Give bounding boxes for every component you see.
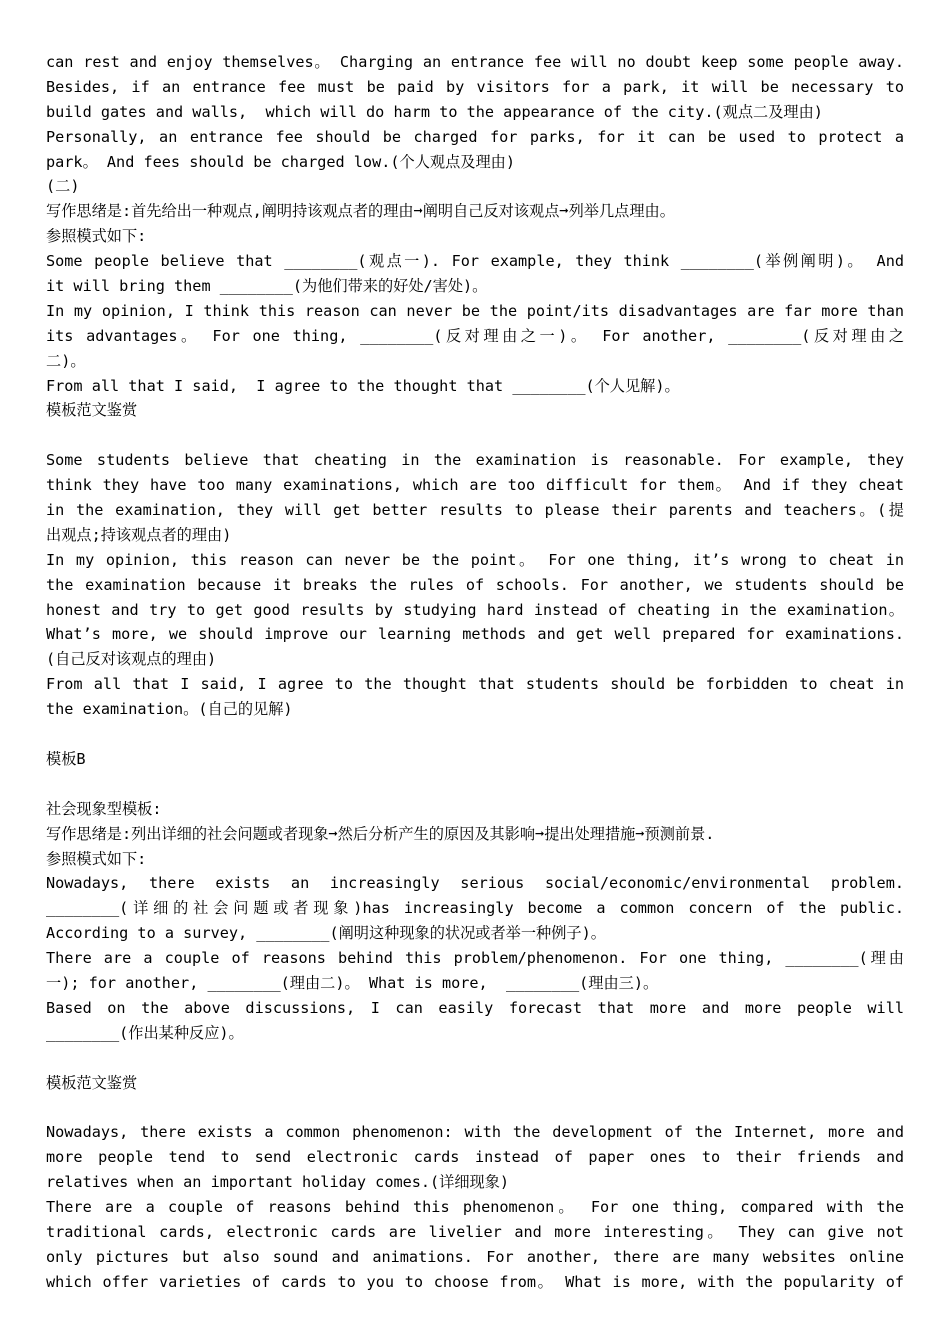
text-line: 二)。: [46, 351, 86, 370]
text-line: traditional cards, electronic cards are livelier and more interesting。 They can give not: [46, 1222, 904, 1241]
text-line: build gates and walls, which will do harm to the appearance of the city.(观点二及理由): [46, 102, 823, 121]
text-line: Besides, if an entrance fee must be paid by visitors for a park, it will be necessary to: [46, 77, 904, 96]
text-line: relatives when an important holiday comes.(详细现象): [46, 1173, 510, 1192]
text-line: in the examination, they will get better results to please their parents and teachers。(提: [46, 501, 904, 520]
text-line: Based on the above discussions, I can easily forecast that more and more people will: [46, 998, 904, 1017]
text-line: From all that I said, I agree to the thought that ________(个人见解)。: [46, 376, 680, 395]
text-line: According to a survey, ________(阐明这种现象的状况或者举一种例子)。: [46, 924, 606, 943]
text-line: think they have too many examinations, which are too difficult for them。 And if they cheat: [46, 476, 904, 495]
text-line: Personally, an entrance fee should be charged for parks, for it can be used to protect a: [46, 127, 904, 146]
text-line: 社会现象型模板:: [46, 799, 162, 818]
text-line: In my opinion, this reason can never be the point。 For one thing, it’s wrong to cheat in: [46, 550, 904, 569]
text-line: There are a couple of reasons behind this problem/phenomenon. For one thing, ________(理由: [46, 949, 904, 968]
text-line: can rest and enjoy themselves。 Charging an entrance fee will no doubt keep some people away.: [46, 53, 904, 71]
text-line: honest and try to get good results by studying hard instead of cheating in the examination。: [46, 600, 904, 619]
document-page: [46, 50, 904, 1295]
text-line: Some people believe that ________(观点一). For example, they think ________(举例阐明)。 And: [46, 252, 904, 271]
blank-line: [46, 722, 904, 747]
text-line: 参照模式如下:: [46, 849, 147, 868]
blank-line: [46, 423, 904, 448]
text-line: Nowadays, there exists an increasingly serious social/economic/environmental problem.: [46, 874, 904, 893]
text-line: Some students believe that cheating in the examination is reasonable. For example, they: [46, 451, 904, 470]
text-line: 一); for another, ________(理由二)。 What is more, ________(理由三)。: [46, 973, 659, 992]
text-line: more people tend to send electronic cards instead of paper ones to their friends and: [46, 1148, 904, 1167]
text-line: 模板范文鉴赏: [46, 1073, 138, 1092]
text-line: park。 And fees should be charged low.(个人观点及理由): [46, 152, 515, 171]
text-line: it will bring them ________(为他们带来的好处/害处)。: [46, 277, 488, 296]
text-line: its advantages。 For one thing, ________(反对理由之一)。 For another, ________(反对理由之: [46, 326, 904, 345]
text-line: which offer varieties of cards to you to choose from。 What is more, with the popularity of: [46, 1272, 904, 1291]
blank-line: [46, 1095, 904, 1120]
text-line: Nowadays, there exists a common phenomenon: with the development of the Internet, more and: [46, 1123, 904, 1142]
text-line: ________(详细的社会问题或者现象)has increasingly become a common concern of the public.: [46, 899, 904, 918]
text-line: From all that I said, I agree to the thought that students should be forbidden to cheat in: [46, 675, 904, 694]
text-line: 模板B: [46, 749, 86, 768]
text-line: There are a couple of reasons behind this phenomenon。 For one thing, compared with the: [46, 1197, 904, 1216]
text-line: In my opinion, I think this reason can never be the point/its disadvantages are far more than: [46, 301, 904, 320]
text-line: ________(作出某种反应)。: [46, 1023, 244, 1042]
text-line: the examination because it breaks the rules of schools. For another, we students should be: [46, 575, 904, 594]
blank-line: [46, 772, 904, 797]
text-line: 参照模式如下:: [46, 227, 147, 246]
blank-line: [46, 1046, 904, 1071]
text-line: 模板范文鉴赏: [46, 401, 138, 420]
text-line: (二): [46, 177, 80, 196]
text-line: the examination。(自己的见解): [46, 700, 293, 719]
text-line: 写作思绪是:首先给出一种观点,阐明持该观点者的理由➞阐明自己反对该观点➞列举几点理由。: [46, 202, 675, 221]
text-line: (自己反对该观点的理由): [46, 650, 217, 669]
text-line: 出观点;持该观点者的理由): [46, 525, 232, 544]
text-line: only pictures but also sound and animations. For another, there are many websites online: [46, 1247, 904, 1266]
text-line: 写作思绪是:列出详细的社会问题或者现象➞然后分析产生的原因及其影响➞提出处理措施➞预测前景.: [46, 824, 715, 843]
text-line: What’s more, we should improve our learning methods and get well prepared for examinations.: [46, 625, 904, 644]
